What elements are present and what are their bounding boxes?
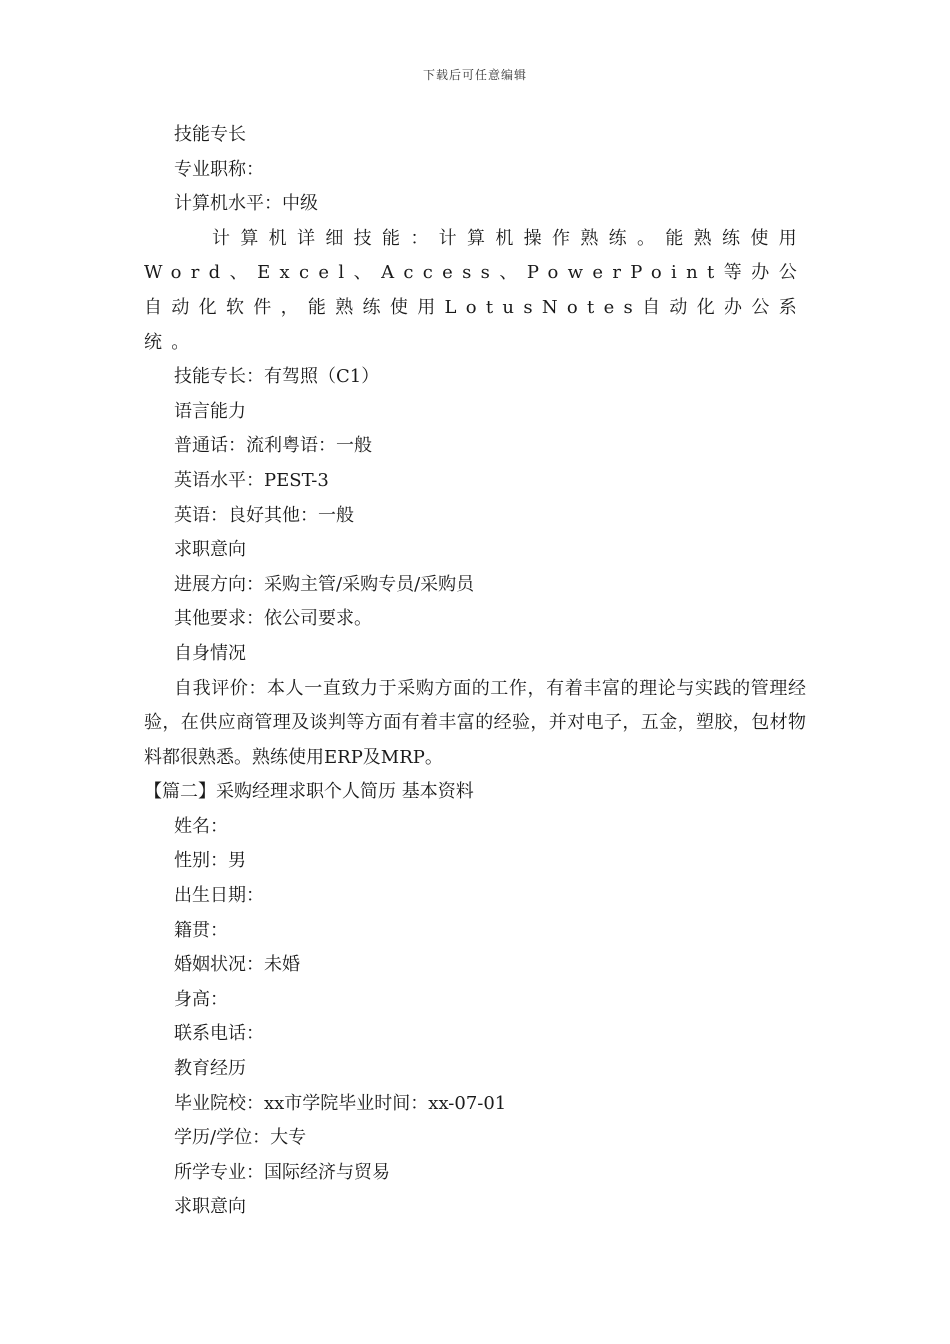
marital-line: 婚姻状况：未婚: [174, 954, 300, 976]
height-line: 身高：: [174, 988, 228, 1010]
major-line: 所学专业：国际经济与贸易: [174, 1161, 390, 1183]
language-heading: 语言能力: [174, 400, 246, 422]
school-line: 毕业院校：xx市学院毕业时间：xx-07-01: [174, 1092, 507, 1114]
skills-heading: 技能专长: [174, 124, 246, 145]
self-evaluation-paragraph: 自我评价：本人一直致力于采购方面的工作，有着丰富的理论与实践的管理经验，在供应商管理及谈判等方面有着丰富的经验，并对电子，五金，塑胶，包材物料都很熟悉。熟练使用ERP及MRP。: [144, 677, 806, 768]
gender-line: 性别：男: [174, 850, 246, 872]
self-heading: 自身情况: [174, 642, 246, 664]
computer-skills-paragraph: [144, 222, 806, 360]
birth-line: 出生日期：: [174, 885, 264, 907]
job-intent-heading: 求职意向: [174, 539, 246, 561]
mandarin-line: 普通话：流利粤语：一般: [174, 435, 372, 457]
degree-line: 学历/学位：大专: [174, 1127, 307, 1149]
skill-specialty: 技能专长：有驾照（C1）: [174, 366, 380, 388]
page-header-note: 下载后可任意编辑: [422, 68, 527, 82]
english-level-line: 英语水平：PEST-3: [174, 469, 329, 491]
title-label: 专业职称：: [174, 158, 264, 180]
other-requirements-line: 其他要求：依公司要求。: [174, 608, 372, 630]
job-intent-heading-2: 求职意向: [174, 1196, 246, 1218]
computer-level: 计算机水平：中级: [174, 193, 318, 215]
phone-line: 联系电话：: [174, 1023, 264, 1045]
direction-line: 进展方向：采购主管/采购专员/采购员: [174, 573, 475, 595]
computer-skills-text: 计算机详细技能：计算机操作熟练。能熟练使用Word、Excel、Access、PowerPoint等办公自动化软件，能熟练使用LotusNotes自动化办公系统。: [144, 227, 806, 353]
document-body: [144, 118, 806, 1225]
education-heading: 教育经历: [174, 1058, 246, 1080]
part-two-heading: 【篇二】采购经理求职个人简历 基本资料: [144, 781, 474, 803]
english-line: 英语：良好其他：一般: [174, 504, 354, 526]
origin-line: 籍贯：: [174, 919, 228, 941]
name-line: 姓名：: [174, 815, 228, 837]
